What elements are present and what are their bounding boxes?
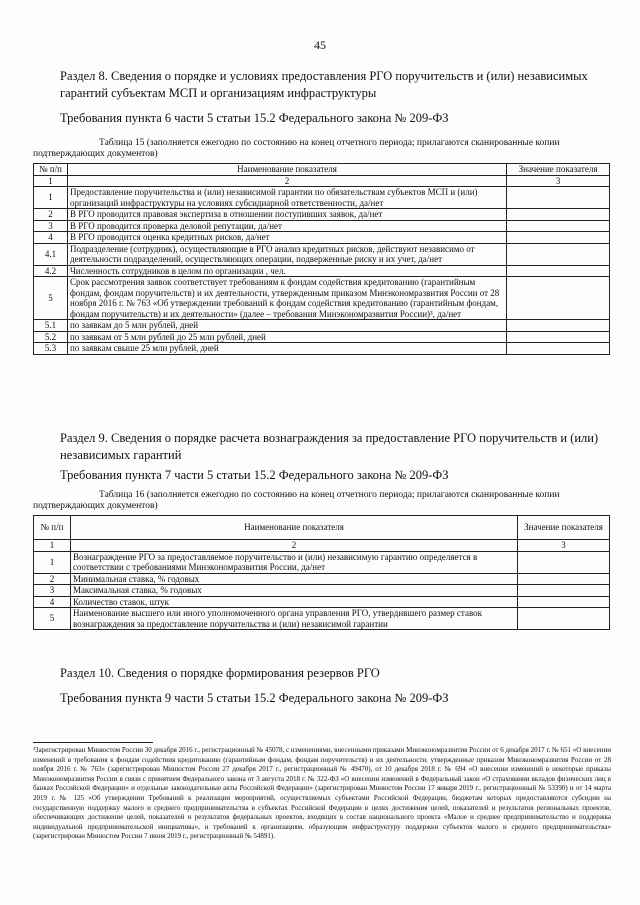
row-indicator-name: Подразделение (сотрудник), осуществляющие в РГО анализ кредитных рисков, действуют независимо от деятельности подразделений, осуществляющих операции, подверженные риску и их учет, да/нет <box>67 243 506 265</box>
row-value-cell[interactable] <box>518 585 610 597</box>
row-number: 2 <box>34 573 71 585</box>
row-indicator-name: В РГО проводится правовая экспертиза в отношении поступивших заявок, да/нет <box>67 209 506 221</box>
section-8-requirement: Требования пункта 6 части 5 статьи 15.2 Федерального закона № 209-ФЗ <box>60 111 449 125</box>
row-value-cell[interactable] <box>518 596 610 608</box>
row-value-cell[interactable] <box>507 343 610 355</box>
row-indicator-name: Наименование высшего или иного уполномоченного органа управления РГО, утвердившего размер ставок вознаграждения за предоставление поручительства и (или) независимой гарантии <box>70 608 517 630</box>
row-value-cell[interactable] <box>518 573 610 585</box>
row-indicator-name: по заявкам от 5 млн рублей до 25 млн рублей, дней <box>67 331 506 343</box>
row-indicator-name: Количество ставок, штук <box>70 596 517 608</box>
column-number: 3 <box>518 540 610 552</box>
row-number: 4.1 <box>34 243 68 265</box>
table-row <box>34 265 610 277</box>
column-number: 3 <box>507 175 610 187</box>
row-number: 3 <box>34 585 71 597</box>
table-row <box>34 243 610 265</box>
row-value-cell[interactable] <box>507 187 610 209</box>
table-row <box>34 209 610 221</box>
table-15-caption: Таблица 15 (заполняется ежегодно по состоянию на конец отчетного периода; прилагаются сканированные копии подтверждающих документов) <box>33 138 560 159</box>
row-indicator-name: Срок рассмотрения заявок соответствует требованиям к фондам содействия кредитованию (гарантийным фондам, фондам поручительств) и их деятельности, утвержденным приказом Минэкономразвития России от 28 ноября 2016 г. № 763 «Об утверждении требований к фондам содействия кредитованию (гарантийным фондам, фондам поручительств) и их деятельности» (далее – требования Минэкономразвития России)³, да/нет <box>67 277 506 320</box>
row-number: 1 <box>34 187 68 209</box>
row-number: 5.1 <box>34 320 68 332</box>
table-row <box>34 573 610 585</box>
row-indicator-name: по заявкам до 5 млн рублей, дней <box>67 320 506 332</box>
row-value-cell[interactable] <box>507 331 610 343</box>
table-row <box>34 596 610 608</box>
row-value-cell[interactable] <box>507 243 610 265</box>
row-number: 5.3 <box>34 343 68 355</box>
row-number: 4.2 <box>34 265 68 277</box>
section-9-title: Раздел 9. Сведения о порядке расчета вознаграждения за предоставление РГО поручительств и (или) независимых гарантий <box>60 431 599 462</box>
row-value-cell[interactable] <box>507 277 610 320</box>
footnote-separator <box>33 742 153 743</box>
column-number: 2 <box>70 540 517 552</box>
table-row <box>34 551 610 573</box>
row-value-cell[interactable] <box>507 320 610 332</box>
section-8-title: Раздел 8. Сведения о порядке и условиях предоставления РГО поручительств и (или) независимых гарантий субъектам МСП и организациям инфраструктуры <box>60 69 588 100</box>
row-indicator-name: Вознаграждение РГО за предоставляемое поручительство и (или) независимую гарантию определяется в соответствии с требованиями Минэкономразвития России, да/нет <box>70 551 517 573</box>
row-value-cell[interactable] <box>518 608 610 630</box>
table-row <box>34 608 610 630</box>
page-number: 45 <box>314 38 326 52</box>
table-15-header-num: № п/п <box>34 164 68 176</box>
row-number: 3 <box>34 220 68 232</box>
row-number: 5 <box>34 277 68 320</box>
section-10-title: Раздел 10. Сведения о порядке формирования резервов РГО <box>60 666 380 680</box>
row-indicator-name: В РГО проводится оценка кредитных рисков, да/нет <box>67 232 506 244</box>
row-indicator-name: В РГО проводится проверка деловой репутации, да/нет <box>67 220 506 232</box>
table-16 <box>33 515 610 630</box>
table-16-caption: Таблица 16 (заполняется ежегодно по состоянию на конец отчетного периода; прилагаются сканированные копии подтверждающих документов) <box>33 490 560 511</box>
table-row <box>34 277 610 320</box>
table-16-column-numbers <box>34 540 610 552</box>
section-9-requirement: Требования пункта 7 части 5 статьи 15.2 Федерального закона № 209-ФЗ <box>60 468 449 482</box>
table-16-header-num: № п/п <box>34 516 71 540</box>
table-row <box>34 320 610 332</box>
row-number: 5.2 <box>34 331 68 343</box>
table-row <box>34 343 610 355</box>
row-value-cell[interactable] <box>507 209 610 221</box>
section-10-requirement: Требования пункта 9 части 5 статьи 15.2 Федерального закона № 209-ФЗ <box>60 691 449 705</box>
row-value-cell[interactable] <box>507 265 610 277</box>
row-value-cell[interactable] <box>518 551 610 573</box>
row-indicator-name: Предоставление поручительства и (или) независимой гарантии по обязательствам субъектов МСП и (или) организаций инфраструктуры на условиях субсидиарной ответственности, да/нет <box>67 187 506 209</box>
row-number: 5 <box>34 608 71 630</box>
row-indicator-name: по заявкам свыше 25 млн рублей, дней <box>67 343 506 355</box>
table-15-header-value: Значение показателя <box>507 164 610 176</box>
row-indicator-name: Численность сотрудников в целом по организации , чел. <box>67 265 506 277</box>
table-row <box>34 187 610 209</box>
table-row <box>34 585 610 597</box>
row-number: 4 <box>34 232 68 244</box>
row-number: 1 <box>34 551 71 573</box>
column-number: 1 <box>34 540 71 552</box>
table-16-header-name: Наименование показателя <box>70 516 517 540</box>
row-value-cell[interactable] <box>507 232 610 244</box>
column-number: 2 <box>67 175 506 187</box>
table-row <box>34 331 610 343</box>
row-number: 2 <box>34 209 68 221</box>
table-15 <box>33 163 610 355</box>
row-number: 4 <box>34 596 71 608</box>
table-15-column-numbers <box>34 175 610 187</box>
table-16-header-value: Значение показателя <box>518 516 610 540</box>
row-value-cell[interactable] <box>507 220 610 232</box>
row-indicator-name: Максимальная ставка, % годовых <box>70 585 517 597</box>
row-indicator-name: Минимальная ставка, % годовых <box>70 573 517 585</box>
table-15-header-name: Наименование показателя <box>67 164 506 176</box>
column-number: 1 <box>34 175 68 187</box>
table-row <box>34 220 610 232</box>
footnote: ³Зарегистрирован Минюстом России 30 декабря 2016 г., регистрационный № 45078, с изменениями, внесенными приказами Минэкономразвития России от 6 декабря 2017 г. № 651 «О внесении изменений в требования к фондам содействия кредитованию (гарантийным фондам, фондам поручительств) и их деятельности, утвержденные приказом Минэкономразвития России от 28 ноября 2016 г. № 763» (зарегистрирован Минюстом России 27 декабря 2017 г., регистрационный № 49470), от 10 декабря 2018 г. № 694 «О внесении изменений в некоторые приказы Минэкономразвития России в связи с принятием Федерального закона от 3 августа 2018 г. № 322-ФЗ «О внесении изменений в Федеральный закон «О страховании вкладов физических лиц в банках Российской Федерации» и отдельные законодательные акты Российской Федерации» (зарегистрирован Минюстом России 17 января 2019 г., регистрационный № 53390) и от 14 марта 2019 г. № 125 «Об утверждении Требований к реализации мероприятий, осуществляемых субъектами Российской Федерации, бюджетам которых предоставляются субсидии на государственную поддержку малого и среднего предпринимательства в субъектах Российской Федерации в целях достижения целей, показателей и результатов региональных проектов, обеспечивающих достижение целей, показателей и результатов федеральных проектов, входящих в состав национального проекта «Малое и среднее предпринимательство и поддержка индивидуальной предпринимательской инициативы», и требований к организациям, образующим инфраструктуру поддержки субъектов малого и среднего предпринимательства» (зарегистрирован Минюстом России 7 июня 2019 г., регистрационный № 54891). <box>33 746 611 841</box>
table-row <box>34 232 610 244</box>
